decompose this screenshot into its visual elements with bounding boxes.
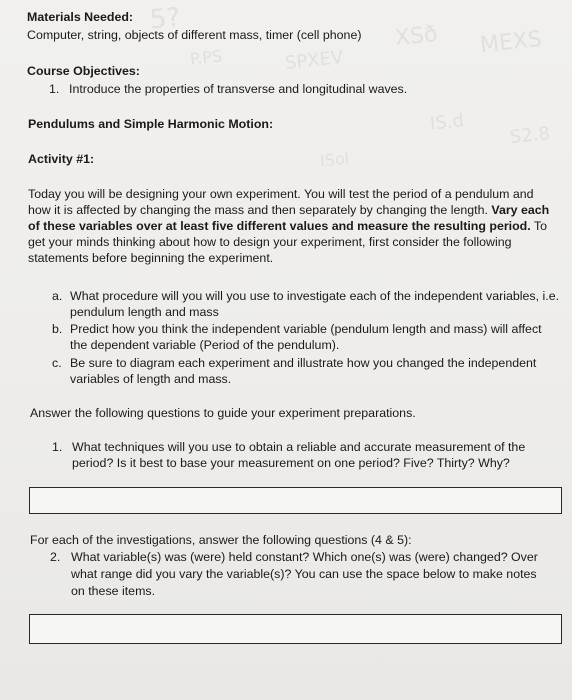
activity-heading: Activity #1: xyxy=(28,152,95,166)
statement-marker: c. xyxy=(52,356,62,370)
bleed-through-mark: 5? xyxy=(148,2,182,36)
intro-line: Today you will be designing your own experiment. You will test the period of a pendulum and xyxy=(28,187,534,201)
investigations-text: For each of the investigations, answer the following questions (4 & 5): xyxy=(30,533,412,547)
bleed-through-mark: P.PS xyxy=(189,46,223,69)
intro-text: To xyxy=(530,219,547,233)
statement-line: pendulum length and mass xyxy=(70,305,219,319)
materials-text: Computer, string, objects of different mass, timer (cell phone) xyxy=(27,28,362,42)
question-line: What variable(s) was (were) held constant? Which one(s) was (were) changed? Over xyxy=(71,550,538,564)
intro-line: get your minds thinking about how to design your experiment, first consider the following xyxy=(28,235,512,249)
objectives-heading: Course Objectives: xyxy=(27,64,140,78)
bleed-through-mark: XSð xyxy=(393,21,439,52)
statement-line: Predict how you think the independent variable (pendulum length and mass) will affect xyxy=(70,322,542,336)
intro-paragraph xyxy=(28,186,568,266)
bleed-through-mark: SPXEV xyxy=(284,47,345,74)
objective-item: Introduce the properties of transverse and longitudinal waves. xyxy=(69,82,408,96)
bleed-through-mark: MEXS xyxy=(478,26,544,59)
objective-number: 1. xyxy=(49,82,60,96)
intro-line: statements before beginning the experiment. xyxy=(28,251,274,265)
bleed-through-mark: S2.8 xyxy=(509,122,552,149)
intro-emphasis: Vary each xyxy=(491,203,550,217)
intro-line xyxy=(28,218,568,234)
section-heading: Pendulums and Simple Harmonic Motion: xyxy=(28,117,274,131)
bleed-through-mark: ISol xyxy=(319,148,351,171)
question-number: 2. xyxy=(50,550,61,564)
question-line: period? Is it best to base your measurement on one period? Five? Thirty? Why? xyxy=(72,456,510,470)
statement-line: Be sure to diagram each experiment and illustrate how you changed the independent xyxy=(70,356,537,370)
answer-box-question-1[interactable] xyxy=(29,487,562,514)
question-line: what range did you vary the variable(s)? You can use the space below to make notes xyxy=(71,567,537,581)
statement-marker: b. xyxy=(52,322,63,336)
statement-marker: a. xyxy=(52,289,63,303)
intro-line xyxy=(28,202,568,218)
intro-text: how it is affected by changing the mass and then separately by changing the length. xyxy=(28,203,492,217)
question-number: 1. xyxy=(52,440,63,454)
bleed-through-mark: IS.d xyxy=(428,110,465,135)
question-line: What techniques will you use to obtain a reliable and accurate measurement of the xyxy=(72,440,526,454)
intro-emphasis: of these variables over at least five different values and measure the resulting period. xyxy=(28,219,531,233)
statement-line: variables of length and mass. xyxy=(70,372,232,386)
statement-line: the dependent variable (Period of the pendulum). xyxy=(70,338,340,352)
answer-box-question-2[interactable] xyxy=(29,614,562,644)
question-line: on these items. xyxy=(71,584,156,598)
statement-line: What procedure will you will you use to investigate each of the independent variables, i.e. xyxy=(70,289,560,303)
materials-heading: Materials Needed: xyxy=(27,10,134,24)
guide-text: Answer the following questions to guide your experiment preparations. xyxy=(30,406,416,420)
